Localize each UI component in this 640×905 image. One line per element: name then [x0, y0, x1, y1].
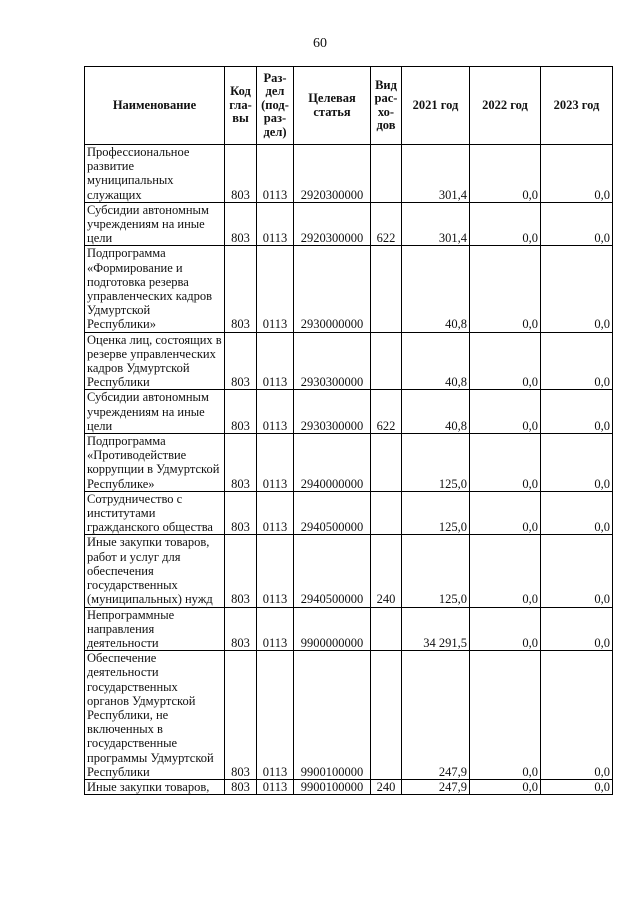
- row-name: Профессиональное развитие муниципальных служащих: [85, 145, 225, 203]
- row-exp-type: 622: [371, 202, 402, 246]
- row-chapter: 803: [225, 535, 257, 607]
- row-name: Оценка лиц, состоящих в резерве управленческих кадров Удмуртской Республики: [85, 332, 225, 390]
- row-2021: 301,4: [402, 202, 470, 246]
- row-name: Иные закупки товаров, работ и услуг для обеспечения государственных (муниципальных) нужд: [85, 535, 225, 607]
- row-exp-type: [371, 246, 402, 332]
- row-2022: 0,0: [470, 434, 541, 492]
- table-row: [85, 145, 613, 203]
- row-2022: 0,0: [470, 202, 541, 246]
- header-2021: 2021 год: [402, 67, 470, 145]
- row-2023: 0,0: [541, 434, 613, 492]
- row-exp-type: [371, 332, 402, 390]
- row-exp-type: [371, 434, 402, 492]
- table-row: [85, 332, 613, 390]
- row-chapter: 803: [225, 202, 257, 246]
- row-exp-type: 240: [371, 535, 402, 607]
- row-2023: 0,0: [541, 202, 613, 246]
- row-exp-type: [371, 145, 402, 203]
- header-name: Наименование: [85, 67, 225, 145]
- row-2021: 40,8: [402, 390, 470, 434]
- header-2023: 2023 год: [541, 67, 613, 145]
- row-2021: 40,8: [402, 246, 470, 332]
- table-row: [85, 246, 613, 332]
- row-2021: 125,0: [402, 535, 470, 607]
- row-section: 0113: [257, 434, 294, 492]
- row-2022: 0,0: [470, 246, 541, 332]
- row-section: 0113: [257, 390, 294, 434]
- row-section: 0113: [257, 332, 294, 390]
- row-2023: 0,0: [541, 491, 613, 535]
- row-target: 9900100000: [294, 779, 371, 794]
- row-chapter: 803: [225, 390, 257, 434]
- row-2022: 0,0: [470, 651, 541, 780]
- row-2023: 0,0: [541, 779, 613, 794]
- row-chapter: 803: [225, 607, 257, 651]
- row-name: Субсидии автономным учреждениям на иные цели: [85, 202, 225, 246]
- row-chapter: 803: [225, 332, 257, 390]
- row-2021: 247,9: [402, 779, 470, 794]
- row-section: 0113: [257, 651, 294, 780]
- table-row: [85, 390, 613, 434]
- table-row: [85, 202, 613, 246]
- row-2022: 0,0: [470, 535, 541, 607]
- row-target: 2920300000: [294, 202, 371, 246]
- row-section: 0113: [257, 145, 294, 203]
- row-name: Обеспечение деятельности государственных органов Удмуртской Республики, не включенных в государственные программы Удмуртской Республики: [85, 651, 225, 780]
- row-chapter: 803: [225, 491, 257, 535]
- row-2021: 125,0: [402, 434, 470, 492]
- row-2022: 0,0: [470, 607, 541, 651]
- row-2023: 0,0: [541, 332, 613, 390]
- row-section: 0113: [257, 535, 294, 607]
- row-section: 0113: [257, 202, 294, 246]
- row-chapter: 803: [225, 434, 257, 492]
- row-target: 2920300000: [294, 145, 371, 203]
- row-2023: 0,0: [541, 390, 613, 434]
- table-row: [85, 535, 613, 607]
- header-chapter: Код гла- вы: [225, 67, 257, 145]
- row-2023: 0,0: [541, 607, 613, 651]
- row-2023: 0,0: [541, 651, 613, 780]
- row-chapter: 803: [225, 651, 257, 780]
- row-section: 0113: [257, 779, 294, 794]
- row-2023: 0,0: [541, 145, 613, 203]
- header-row: [85, 67, 613, 145]
- table-row: [85, 651, 613, 780]
- row-2022: 0,0: [470, 390, 541, 434]
- row-2022: 0,0: [470, 332, 541, 390]
- row-name: Иные закупки товаров,: [85, 779, 225, 794]
- header-exp-type: Вид рас- хо- дов: [371, 67, 402, 145]
- row-target: 2940500000: [294, 491, 371, 535]
- header-2022: 2022 год: [470, 67, 541, 145]
- row-2023: 0,0: [541, 246, 613, 332]
- row-section: 0113: [257, 491, 294, 535]
- row-chapter: 803: [225, 246, 257, 332]
- row-target: 2930300000: [294, 390, 371, 434]
- table-row: [85, 607, 613, 651]
- row-exp-type: [371, 607, 402, 651]
- row-name: Подпрограмма «Противодействие коррупции в Удмуртской Республике»: [85, 434, 225, 492]
- row-2021: 125,0: [402, 491, 470, 535]
- row-target: 9900000000: [294, 607, 371, 651]
- row-target: 2930300000: [294, 332, 371, 390]
- row-name: Подпрограмма «Формирование и подготовка резерва управленческих кадров Удмуртской Республики»: [85, 246, 225, 332]
- row-2021: 301,4: [402, 145, 470, 203]
- row-2021: 34 291,5: [402, 607, 470, 651]
- row-exp-type: [371, 651, 402, 780]
- row-target: 2930000000: [294, 246, 371, 332]
- budget-table: [84, 66, 613, 795]
- row-2021: 40,8: [402, 332, 470, 390]
- header-target: Целевая статья: [294, 67, 371, 145]
- table-row: [85, 779, 613, 794]
- row-2023: 0,0: [541, 535, 613, 607]
- row-target: 2940500000: [294, 535, 371, 607]
- row-exp-type: [371, 491, 402, 535]
- header-section: Раз- дел (под- раз- дел): [257, 67, 294, 145]
- row-target: 2940000000: [294, 434, 371, 492]
- row-name: Субсидии автономным учреждениям на иные цели: [85, 390, 225, 434]
- row-chapter: 803: [225, 779, 257, 794]
- row-2021: 247,9: [402, 651, 470, 780]
- table-row: [85, 491, 613, 535]
- row-exp-type: 622: [371, 390, 402, 434]
- row-chapter: 803: [225, 145, 257, 203]
- row-section: 0113: [257, 607, 294, 651]
- row-section: 0113: [257, 246, 294, 332]
- row-exp-type: 240: [371, 779, 402, 794]
- row-2022: 0,0: [470, 491, 541, 535]
- row-2022: 0,0: [470, 779, 541, 794]
- row-2022: 0,0: [470, 145, 541, 203]
- row-name: Сотрудничество с институтами гражданского общества: [85, 491, 225, 535]
- row-name: Непрограммные направления деятельности: [85, 607, 225, 651]
- row-target: 9900100000: [294, 651, 371, 780]
- page-number: 60: [313, 36, 327, 51]
- table-row: [85, 434, 613, 492]
